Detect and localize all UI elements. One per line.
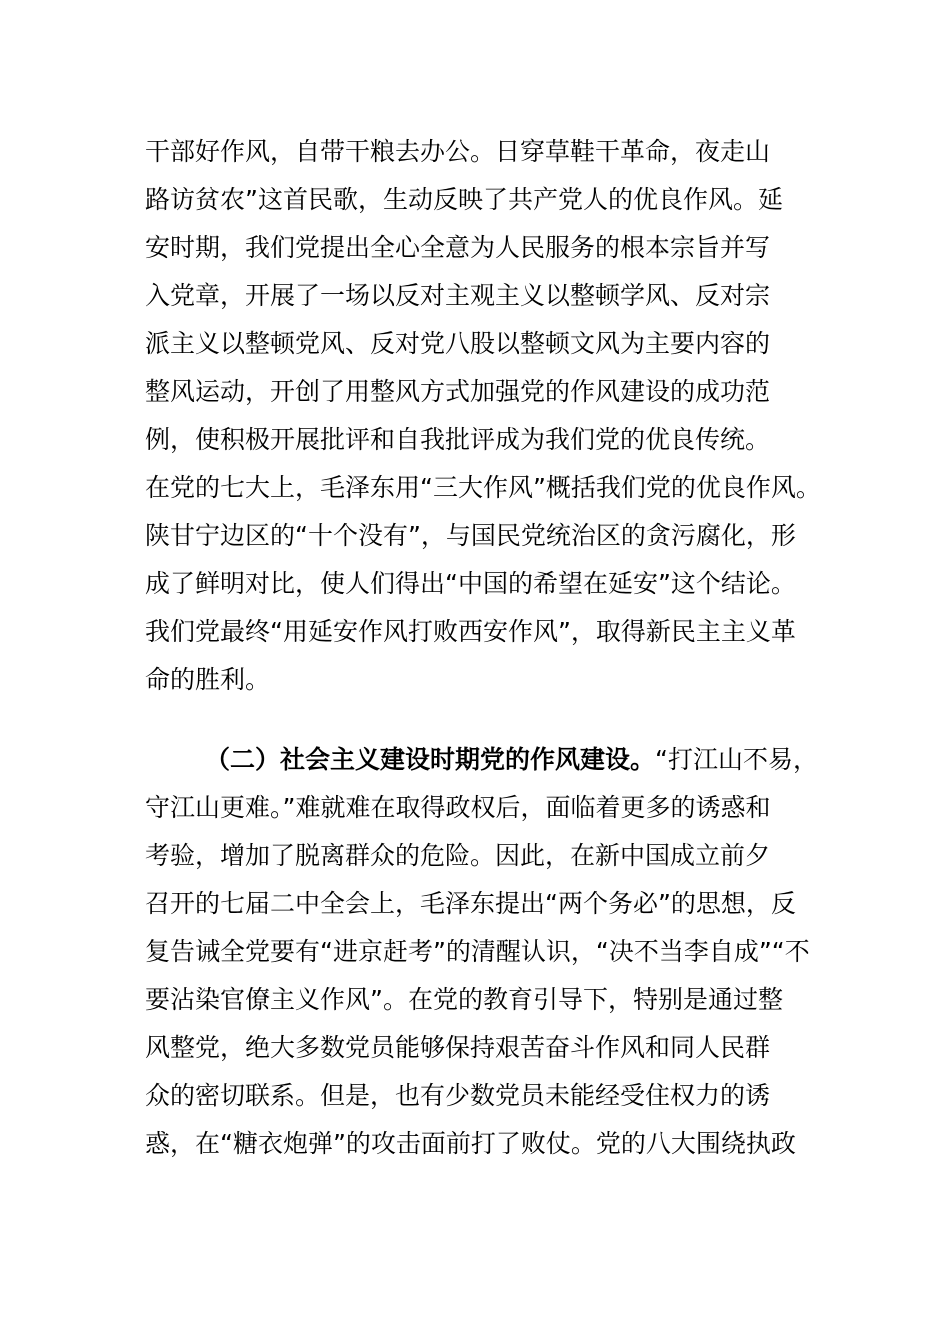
heading-trailing-text: “打江山不易， xyxy=(655,745,818,774)
text-line: 众的密切联系。但是，也有少数党员未能经受住权力的诱 xyxy=(145,1081,771,1110)
text-line: 要沾染官僚主义作风”。在党的教育引导下，特别是通过整 xyxy=(145,985,783,1014)
text-line: 召开的七届二中全会上，毛泽东提出“两个务必”的思想，反 xyxy=(145,889,796,918)
section-first-line xyxy=(205,745,818,775)
text-line: 路访贫农”这首民歌，生动反映了共产党人的优良作风。延 xyxy=(145,185,783,214)
text-line: 安时期，我们党提出全心全意为人民服务的根本宗旨并写 xyxy=(145,233,771,262)
section-heading: （二）社会主义建设时期党的作风建设。 xyxy=(205,745,656,774)
text-line: 命的胜利。 xyxy=(145,665,271,694)
text-line: 我们党最终“用延安作风打败西安作风”，取得新民主主义革 xyxy=(145,617,796,646)
text-line: 惑，在“糖衣炮弹”的攻击面前打了败仗。党的八大围绕执政 xyxy=(145,1129,796,1158)
text-line: 入党章，开展了一场以反对主观主义以整顿学风、反对宗 xyxy=(145,281,771,310)
text-line: 例，使积极开展批评和自我批评成为我们党的优良传统。 xyxy=(145,425,771,454)
text-line: 成了鲜明对比，使人们得出“中国的希望在延安”这个结论。 xyxy=(145,569,796,598)
text-line: 陕甘宁边区的“十个没有”，与国民党统治区的贪污腐化，形 xyxy=(145,521,796,550)
text-line: 考验，增加了脱离群众的危险。因此，在新中国成立前夕 xyxy=(145,841,771,870)
text-line: 干部好作风，自带干粮去办公。日穿草鞋干革命，夜走山 xyxy=(145,137,771,166)
text-line: 复告诫全党要有“进京赶考”的清醒认识，“决不当李自成”“不 xyxy=(145,937,810,966)
text-line: 守江山更难。”难就难在取得政权后，面临着更多的诱惑和 xyxy=(145,793,771,822)
text-line: 派主义以整顿党风、反对党八股以整顿文风为主要内容的 xyxy=(145,329,771,358)
text-line: 风整党，绝大多数党员能够保持艰苦奋斗作风和同人民群 xyxy=(145,1033,771,1062)
text-line: 整风运动，开创了用整风方式加强党的作风建设的成功范 xyxy=(145,377,771,406)
text-line: 在党的七大上，毛泽东用“三大作风”概括我们党的优良作风。 xyxy=(145,473,821,502)
